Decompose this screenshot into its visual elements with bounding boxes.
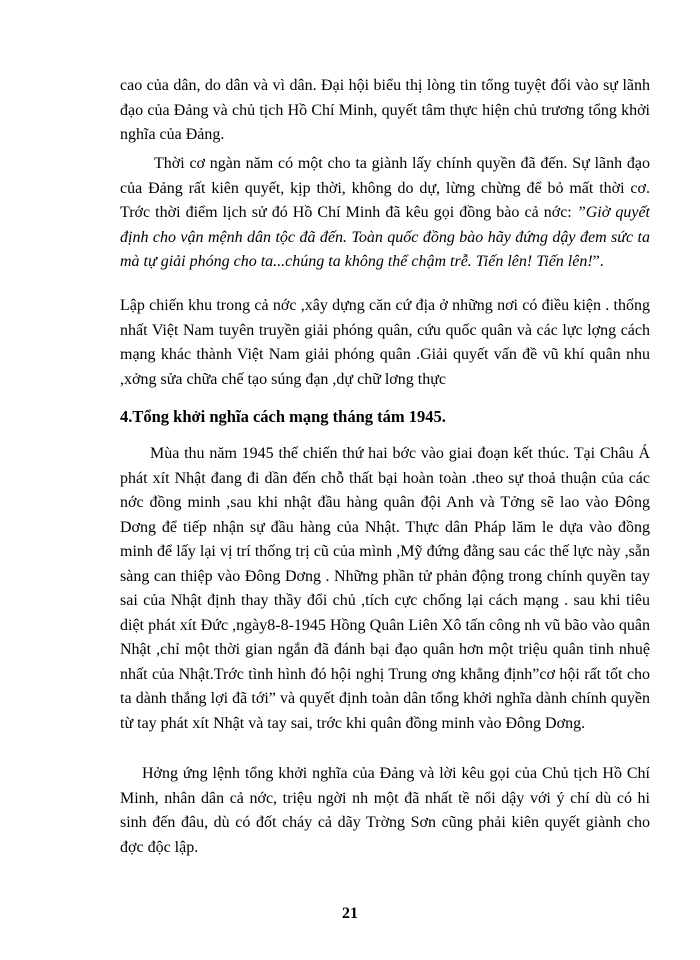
paragraph-congress-confidence: cao của dân, do dân và vì dân. Đại hội biểu thị lòng tin tổng tuyệt đối vào sự lãnh đạo của Đảng và chủ tịch Hồ Chí Minh, quyết tâm thực hiện chủ trương tổng khởi nghĩa của Đảng. xyxy=(120,77,650,143)
paragraph-historic-opportunity xyxy=(120,152,650,275)
paragraph-autumn-1945: Mùa thu năm 1945 thế chiến thứ hai bớc vào giai đoạn kết thúc. Tại Châu Á phát xít Nhật đang đi dần đến chỗ thất bại hoàn toàn .theo sự thoả thuận của các nớc đồng minh ,sau khi nhật đầu hàng quân đội Anh và Tởng sẽ lao vào Đông Dơng để tiếp nhận sự đầu hàng của Nhật. Thực dân Pháp lăm le dựa vào đồng minh để lấy lại vị trí thống trị cũ của mình ,Mỹ đứng đằng sau các thế lực này ,sẵn sàng can thiệp vào Đông Dơng . Những phần tử phản động trong chính quyền tay sai của Nhật định thay thầy đổi chủ ,tích cực chống lại cách mạng . sau khi tiêu diệt phát xít Đức ,ngày8-8-1945 Hồng Quân Liên Xô tấn công nh vũ bão vào quân Nhật ,chỉ một thời gian ngắn đã đánh bại đạo quân hơn một triệu quân tinh nhuệ nhất của Nhật.Trớc tình hình đó hội nghị Trung ơng khẳng định”cơ hội rất tốt cho ta dành thắng lợi đã tới” và quyết định toàn dân tổng khởi nghĩa dành chính quyền từ tay phát xít Nhật và tay sai, trớc khi quân đồng minh vào Đông Dơng. xyxy=(120,445,650,732)
page-number: 21 xyxy=(342,905,358,922)
section-heading: 4.Tổng khởi nghĩa cách mạng tháng tám 1945. xyxy=(120,407,446,426)
paragraph-war-zones: Lập chiến khu trong cả nớc ,xây dựng căn cứ địa ở những nơi có điều kiện . thống nhất Việt Nam tuyên truyền giải phóng quân, cứu quốc quân và các lực lợng cách mạng khác thành Việt Nam giải phóng quân .Giải quyết vấn đề vũ khí quân nhu ,xởng sửa chữa chế tạo súng đạn ,dự chữ lơng thực xyxy=(120,297,650,388)
quote-closing: ”. xyxy=(592,253,604,270)
ho-chi-minh-quote: ”Giờ quyết định cho vận mệnh dân tộc đã đến. Toàn quốc đồng bào hãy đứng dậy đem sức ta mà tự giải phóng cho ta...chúng ta không thể chậm trễ. Tiến lên! Tiến lên! xyxy=(120,204,651,270)
paragraph-historic-opportunity-text: Thời cơ ngàn năm có một cho ta giành lấy chính quyền đã đến. Sự lãnh đạo của Đảng rất kiên quyết, kịp thời, không do dự, lừng chừng để bỏ mất thời cơ. Trớc thời điểm lịch sử đó Hồ Chí Minh đã kêu gọi đồng bào cả nớc: xyxy=(120,155,650,221)
paragraph-general-uprising: Hởng ứng lệnh tổng khởi nghĩa của Đảng và lời kêu gọi của Chủ tịch Hồ Chí Minh, nhân dân cả nớc, triệu ngời nh một đã nhất tề nổi dậy với ý chí dù có hi sinh đến đâu, dù có đốt cháy cả dãy Trờng Sơn cũng phải kiên quyết giành cho đợc độc lập. xyxy=(120,765,650,856)
